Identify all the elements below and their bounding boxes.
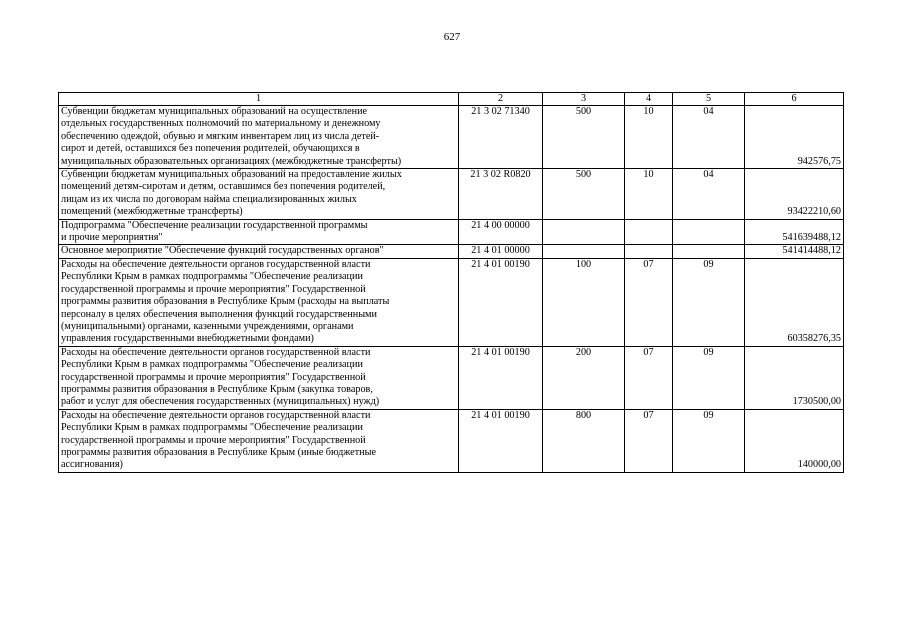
row-amount: 60358276,35 (745, 258, 844, 346)
table-row (59, 169, 844, 220)
description-line: муниципальных образовательных организациях (межбюджетные трансферты) (61, 155, 402, 167)
column-header-4: 4 (625, 93, 673, 106)
description-line: работ и услуг для обеспечения государственных (муниципальных) нужд) (61, 396, 380, 408)
description-line: Подпрограмма "Обеспечение реализации государственной программы (61, 219, 368, 231)
row-code: 21 4 01 00190 (459, 258, 543, 346)
row-subsection: 04 (673, 169, 745, 220)
column-header-3: 3 (543, 93, 625, 106)
description-line: программы развития образования в Республике Крым (закупка товаров, (61, 383, 373, 395)
table-row (59, 409, 844, 472)
description-line: Расходы на обеспечение деятельности органов государственной власти (61, 346, 371, 358)
row-amount: 942576,75 (745, 106, 844, 169)
description-line: и прочие мероприятия" (61, 232, 163, 244)
description-line: Республики Крым в рамках подпрограммы "Обеспечение реализации (61, 271, 363, 283)
description-line: управления государственными внебюджетными фондами) (61, 333, 314, 345)
row-section: 07 (625, 346, 673, 409)
row-description (59, 409, 459, 472)
row-section: 10 (625, 106, 673, 169)
budget-table-body (59, 93, 844, 473)
description-line: Расходы на обеспечение деятельности органов государственной власти (61, 258, 371, 270)
description-line: Основное мероприятие "Обеспечение функций государственных органов" (61, 245, 384, 257)
row-amount: 541414488,12 (745, 245, 844, 258)
row-description (59, 106, 459, 169)
row-expense-type: 500 (543, 169, 625, 220)
description-line: программы развития образования в Республике Крым (иные бюджетные (61, 446, 376, 458)
column-header-5: 5 (673, 93, 745, 106)
row-description (59, 219, 459, 245)
description-line: государственной программы и прочие мероприятия" Государственной (61, 371, 366, 383)
row-section: 07 (625, 409, 673, 472)
description-line: помещений детям-сиротам и детям, оставшимся без попечения родителей, (61, 181, 386, 193)
description-line: Расходы на обеспечение деятельности органов государственной власти (61, 409, 371, 421)
row-expense-type: 100 (543, 258, 625, 346)
table-row (59, 245, 844, 258)
row-code: 21 3 02 71340 (459, 106, 543, 169)
column-number-row (59, 93, 844, 106)
column-header-2: 2 (459, 93, 543, 106)
row-code: 21 4 00 00000 (459, 219, 543, 245)
row-description (59, 169, 459, 220)
table-row (59, 106, 844, 169)
row-subsection (673, 219, 745, 245)
description-line: обеспечению одеждой, обувью и мягким инвентарем лиц из числа детей- (61, 130, 380, 142)
table-row (59, 258, 844, 346)
row-code: 21 3 02 R0820 (459, 169, 543, 220)
description-line: Республики Крым в рамках подпрограммы "Обеспечение реализации (61, 359, 363, 371)
row-expense-type (543, 219, 625, 245)
row-expense-type (543, 245, 625, 258)
description-line: лицам из их числа по договорам найма специализированных жилых (61, 193, 357, 205)
row-amount: 140000,00 (745, 409, 844, 472)
description-line: государственной программы и прочие мероприятия" Государственной (61, 434, 366, 446)
description-line: государственной программы и прочие мероприятия" Государственной (61, 283, 366, 295)
row-amount: 1730500,00 (745, 346, 844, 409)
row-expense-type: 200 (543, 346, 625, 409)
table-row (59, 346, 844, 409)
row-amount: 93422210,60 (745, 169, 844, 220)
description-line: программы развития образования в Республике Крым (расходы на выплаты (61, 296, 390, 308)
row-description (59, 346, 459, 409)
row-section: 10 (625, 169, 673, 220)
column-header-6: 6 (745, 93, 844, 106)
row-subsection: 09 (673, 346, 745, 409)
page-number: 627 (443, 31, 461, 43)
row-description (59, 258, 459, 346)
description-line: сирот и детей, оставшихся без попечения родителей, обучающихся в (61, 143, 360, 155)
budget-table (58, 92, 844, 473)
row-expense-type: 500 (543, 106, 625, 169)
row-section: 07 (625, 258, 673, 346)
row-section (625, 219, 673, 245)
description-line: Субвенции бюджетам муниципальных образований на предоставление жилых (61, 169, 402, 181)
description-line: отдельных государственных полномочий по материальному и денежному (61, 118, 381, 130)
row-description (59, 245, 459, 258)
row-section (625, 245, 673, 258)
description-line: Субвенции бюджетам муниципальных образований на осуществление (61, 106, 368, 117)
row-subsection: 09 (673, 258, 745, 346)
table-row (59, 219, 844, 245)
row-code: 21 4 01 00190 (459, 346, 543, 409)
description-line: Республики Крым в рамках подпрограммы "Обеспечение реализации (61, 422, 363, 434)
column-header-1: 1 (59, 93, 459, 106)
row-expense-type: 800 (543, 409, 625, 472)
row-amount: 541639488,12 (745, 219, 844, 245)
row-code: 21 4 01 00000 (459, 245, 543, 258)
description-line: помещений (межбюджетные трансферты) (61, 206, 243, 218)
row-subsection (673, 245, 745, 258)
description-line: персоналу в целях обеспечения выполнения функций государственными (61, 308, 377, 320)
description-line: (муниципальными) органами, казенными учреждениями, органами (61, 320, 354, 332)
description-line: ассигнования) (61, 459, 123, 471)
row-subsection: 09 (673, 409, 745, 472)
row-code: 21 4 01 00190 (459, 409, 543, 472)
row-subsection: 04 (673, 106, 745, 169)
